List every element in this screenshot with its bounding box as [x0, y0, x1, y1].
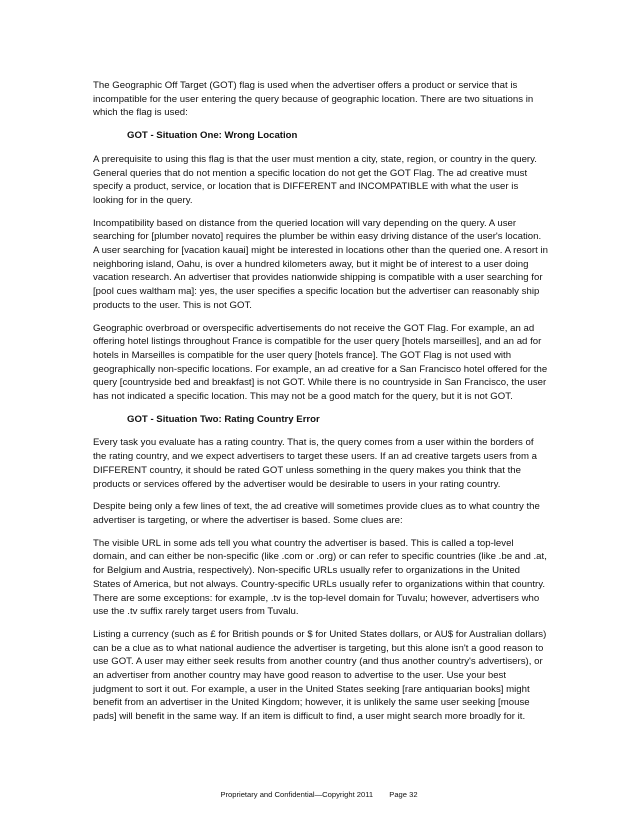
- paragraph-prerequisite: A prerequisite to using this flag is that the user must mention a city, state, region, or country in the query. General queries that do not mention a specific location do not get the GOT Flag. The ad creative must specify a product, service, or location that is DIFFERENT and INCOMPATIBLE with what the user is looking for in the query.: [93, 153, 537, 206]
- footer-copyright: Proprietary and Confidential—Copyright 2011: [220, 790, 374, 799]
- page-body: [93, 79, 548, 733]
- section-heading-situation-two: GOT - Situation Two: Rating Country Error: [127, 413, 320, 425]
- paragraph-visible-url: The visible URL in some ads tell you what country the advertiser is based. This is called a top-level domain, and can either be non-specific (like .com or .org) or can refer to specific countries (like .be and .at, for Belgium and Austria, respectively). Non-specific URLs usually refer to organizations in the United States of America, but not always. Country-specific URLs usually refer to organizations within that country. There are some exceptions: for example, .tv is the top-level domain for Tuvalu; however, advertisers who use the .tv suffix rarely target users from Tuvalu.: [93, 537, 547, 618]
- paragraph-currency: Listing a currency (such as £ for British pounds or $ for United States dollars, or AU$ for Australian dollars) can be a clue as to what national audience the advertiser is targeting, but this alone isn't a good reason to use GOT. A user may either seek results from another country (and thus another country's advertisers), or an advertiser from another country may have good reason to advertise to the user. Use your best judgment to sort it out. For example, a user in the United States seeking [rare antiquarian books] might benefit from an advertiser in the United Kingdom; however, it is unlikely the same user seeking [mouse pads] will benefit in the same way. If an item is difficult to find, a user might search more broadly for it.: [93, 628, 547, 723]
- paragraph-incompatibility: Incompatibility based on distance from the queried location will vary depending on the query. A user searching for [plumber novato] requires the plumber be within easy driving distance of the user's location. A user searching for [vacation kauai] might be interested in locations other than the queried one. A resort in neighboring island, Oahu, is over a hundred kilometers away, but it might be of interest to a user doing vacation research. An advertiser that provides nationwide shipping is compatible with a user searching for [pool cues waltham ma]: yes, the user specifies a specific location but the advertiser can reasonably ship products to the user. This is not GOT.: [93, 217, 548, 311]
- paragraph-clues: Despite being only a few lines of text, the ad creative will sometimes provide clues as to what country the advertiser is targeting, or where the advertiser is based. Some clues are:: [93, 501, 540, 526]
- intro-paragraph: The Geographic Off Target (GOT) flag is used when the advertiser offers a product or service that is incompatible for the user entering the query because of geographic location. There are two situations in which the flag is used:: [93, 80, 534, 119]
- footer-page-number: Page 32: [389, 790, 418, 799]
- section-heading-situation-one: GOT - Situation One: Wrong Location: [127, 130, 298, 142]
- paragraph-overbroad: Geographic overbroad or overspecific advertisements do not receive the GOT Flag. For example, an ad offering hotel listings throughout France is compatible for the user query [hotels marseilles], and an ad for hotels in Marseilles is compatible for the user query [hotels france]. The GOT Flag is not used with geographically non-specific locations. For example, an ad creative for a San Francisco hotel offered for the query [countryside bed and breakfast] is not GOT. While there is no countryside in San Francisco, the user has not indicated a specific location. This may not be a good match for the query, but it is not GOT.: [93, 322, 548, 403]
- page-footer: [0, 790, 638, 800]
- paragraph-rating-country: Every task you evaluate has a rating country. That is, the query comes from a user within the borders of the rating country, and we expect advertisers to target these users. If an ad creative targets users from a DIFFERENT country, it should be rated GOT unless something in the query makes you think that the products or services offered by the advertiser would be desirable to users in your rating country.: [93, 437, 538, 490]
